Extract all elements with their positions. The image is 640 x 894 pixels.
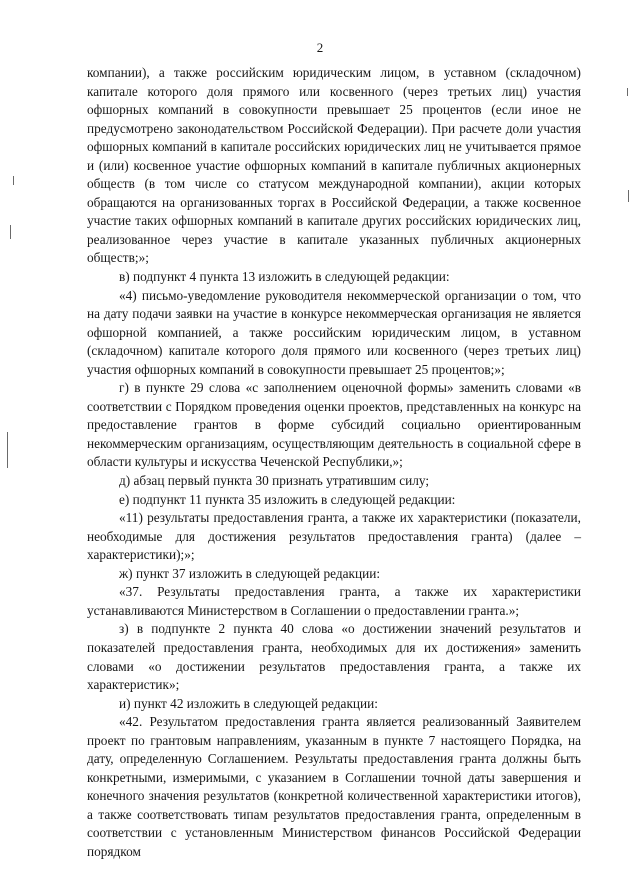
scan-mark-right xyxy=(628,190,629,202)
paragraph: е) подпункт 11 пункта 35 изложить в следующей редакции: xyxy=(119,491,456,507)
scan-mark-right-top xyxy=(627,88,628,96)
scan-mark-left-low xyxy=(7,432,8,468)
paragraph: в) подпункт 4 пункта 13 изложить в следующей редакции: xyxy=(119,269,450,285)
paragraph: з) в подпункте 2 пункта 40 слова «о достижении значений результатов и показателей предоставления гранта, необходимых для их достижения» заменить словами «о достижении результатов предоставления гранта, а также их характеристик»; xyxy=(87,621,581,693)
paragraph: «11) результаты предоставления гранта, а также их характеристики (показатели, необходимые для достижения результатов предоставления гранта) (далее – характеристики);»; xyxy=(87,510,581,563)
paragraph: «37. Результаты предоставления гранта, а также их характеристики устанавливаются Министерством в Соглашении о предоставлении гранта.»; xyxy=(87,584,581,618)
paragraph: и) пункт 42 изложить в следующей редакции: xyxy=(119,695,378,711)
page-number: 2 xyxy=(316,40,324,55)
paragraph: компании), а также российским юридическим лицом, в уставном (складочном) капитале которого доля прямого или косвенного (через третьих лиц) участия офшорных компаний в совокупности превышает 25 процентов (если иное не предусмотрено законодательством Российской Федерации). При расчете доли участия офшорных компаний в капитале российских юридических лиц не учитывается прямое и (или) косвенное участие офшорных компаний в капитале публичных акционерных обществ (в том числе со статусом международной компании), акции которых обращаются на организованных торгах в Российской Федерации, а также косвенное участие таких офшорных компаний в капитале других российских юридических лиц, реализованное через участие в капитале указанных публичных акционерных обществ;»; xyxy=(87,65,581,266)
paragraph: «42. Результатом предоставления гранта является реализованный Заявителем проект по грантовым направлениям, указанным в пункте 7 настоящего Порядка, на дату, определенную Соглашением. Результаты предоставления гранта должны быть конкретными, измеримыми, с указанием в Соглашении точной даты завершения и конечного значения результатов (конкретной количественной характеристики итогов), а также соответствовать типам результатов предоставления гранта, определенным в соответствии с установленным Министерством финансов Российской Федерации порядком xyxy=(87,714,581,859)
paragraph: «4) письмо-уведомление руководителя некоммерческой организации о том, что на дату подачи заявки на участие в конкурсе некоммерческая организация не является офшорной компанией, а также российским юридическим лицом, в уставном (складочном) капитале которого доля прямого или косвенного (через третьих лиц) участия офшорных компаний в совокупности превышает 25 процентов;»; xyxy=(87,287,581,377)
paragraph: д) абзац первый пункта 30 признать утратившим силу; xyxy=(119,473,430,489)
paragraph: ж) пункт 37 изложить в следующей редакции: xyxy=(119,565,381,581)
scan-mark-left-top xyxy=(13,176,14,185)
document-body xyxy=(87,64,581,862)
scan-mark-left-mid xyxy=(10,225,11,239)
paragraph: г) в пункте 29 слова «с заполнением оценочной формы» заменить словами «в соответствии с Порядком проведения оценки проектов, представленных на конкурс на предоставление грантов в форме субсидий социально ориентированным некоммерческим организациям, осуществляющим деятельность в социальной сфере в области культуры и искусства Чеченской Республики,»; xyxy=(87,380,581,470)
